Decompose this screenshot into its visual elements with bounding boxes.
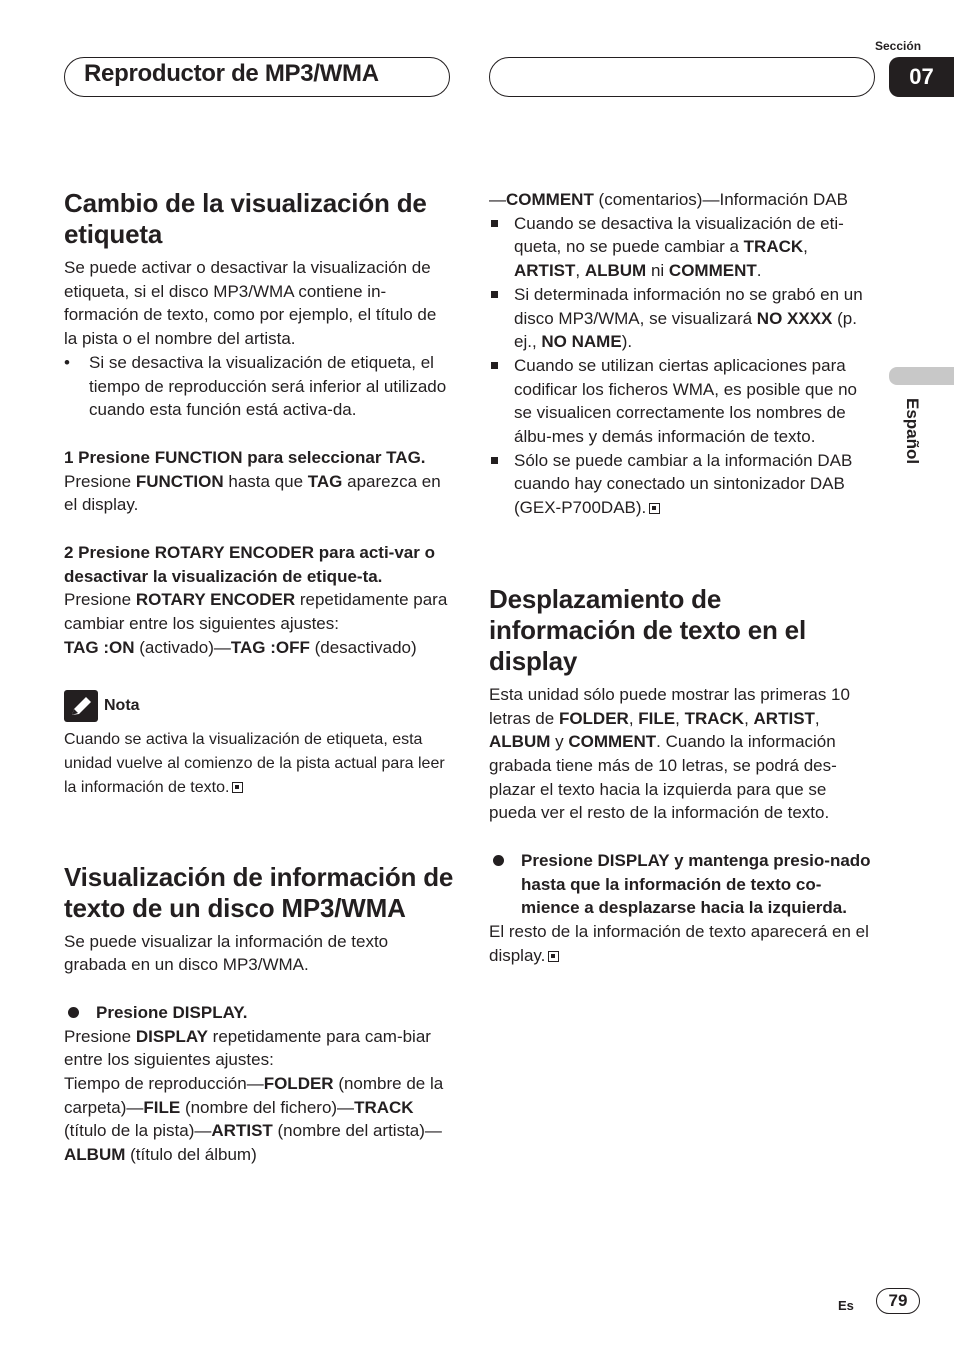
heading-scroll-text: Desplazamiento de información de texto en el display xyxy=(489,583,806,676)
header-blank-frame xyxy=(489,57,875,97)
header-title: Reproductor de MP3/WMA xyxy=(84,60,379,87)
info-continued: —COMMENT (comentarios)—Información DAB xyxy=(489,190,848,209)
page-number: 79 xyxy=(876,1288,920,1314)
footer-lang: Es xyxy=(838,1298,854,1313)
info-detail: Presione DISPLAY repetidamente para cam-biar entre los siguientes ajustes: Tiempo de reproducción—FOLDER (nombre de la carpeta)—FILE (nombre del fichero)—TRACK (título de la pista)—ARTIST (nombre del artista)—ALBUM (título del álbum) xyxy=(64,1026,444,1165)
language-label: Español xyxy=(903,398,922,465)
scroll-result: El resto de la información de texto aparecerá en el display. xyxy=(489,922,869,965)
scroll-step: Presione DISPLAY y mantenga presio-nado hasta que la información de texto co-mience a desplazarse hacia la izquierda. xyxy=(489,849,874,920)
note-square-2: Si determinada información no se grabó en un disco MP3/WMA, se visualizará NO XXXX (p. ej., NO NAME). xyxy=(489,283,874,354)
note-label: Nota xyxy=(104,696,140,714)
section-label: Sección xyxy=(875,39,922,53)
end-mark-icon xyxy=(232,782,243,793)
tag-intro: Se puede activar o desactivar la visualización de etiqueta, si el disco MP3/WMA contiene in-formación de texto, como por ejemplo, el título de la pista o el nombre del artista. xyxy=(64,258,437,349)
step-1: 1 Presione FUNCTION para seleccionar TAG. xyxy=(64,447,426,467)
note-text: Cuando se activa la visualización de etiqueta, esta unidad vuelve al comienzo de la pista actual para leer la información de texto. xyxy=(64,730,445,796)
step-2: 2 Presione ROTARY ENCODER para acti-var o desactivar la visualización de etique-ta. xyxy=(64,543,435,586)
info-step: Presione DISPLAY. xyxy=(64,1001,454,1025)
note-square-4: Sólo se puede cambiar a la información DAB cuando hay conectado un sintonizador DAB (GEX-P700DAB). xyxy=(489,449,874,520)
heading-text-info: Visualización de información de texto de un disco MP3/WMA xyxy=(64,861,454,923)
language-tab xyxy=(889,367,954,385)
left-column xyxy=(64,188,454,1167)
step-2-detail: Presione ROTARY ENCODER repetidamente para cambiar entre los siguientes ajustes: TAG :ON (activado)—TAG :OFF (desactivado) xyxy=(64,590,448,657)
end-mark-icon xyxy=(649,503,660,514)
scroll-intro: Esta unidad sólo puede mostrar las primeras 10 letras de FOLDER, FILE, TRACK, ARTIST, ALBUM y COMMENT. Cuando la información grabada tiene más de 10 letras, se podrá des-plazar el texto hacia la izquierda para que se pueda ver el resto de la información de texto. xyxy=(489,684,850,823)
note-square-1: Cuando se desactiva la visualización de eti-queta, no se puede cambiar a TRACK, ARTIST, ALBUM ni COMMENT. xyxy=(489,212,874,283)
note-square-3: Cuando se utilizan ciertas aplicaciones para codificar los ficheros WMA, es posible que no se visualicen correctamente los nombres de álbu-mes y demás información de texto. xyxy=(489,354,874,449)
note-pencil-icon xyxy=(64,690,98,722)
heading-tag-display: Cambio de la visualización de etiqueta xyxy=(64,188,427,249)
right-column xyxy=(489,188,874,968)
step-1-detail: Presione FUNCTION hasta que TAG aparezca en el display. xyxy=(64,471,441,515)
section-number: 07 xyxy=(889,57,954,97)
tag-bullet: • Si se desactiva la visualización de etiqueta, el tiempo de reproducción será inferior al utilizado cuando esta función está activa-da. xyxy=(64,352,447,420)
info-intro: Se puede visualizar la información de texto grabada en un disco MP3/WMA. xyxy=(64,931,389,975)
end-mark-icon xyxy=(548,951,559,962)
